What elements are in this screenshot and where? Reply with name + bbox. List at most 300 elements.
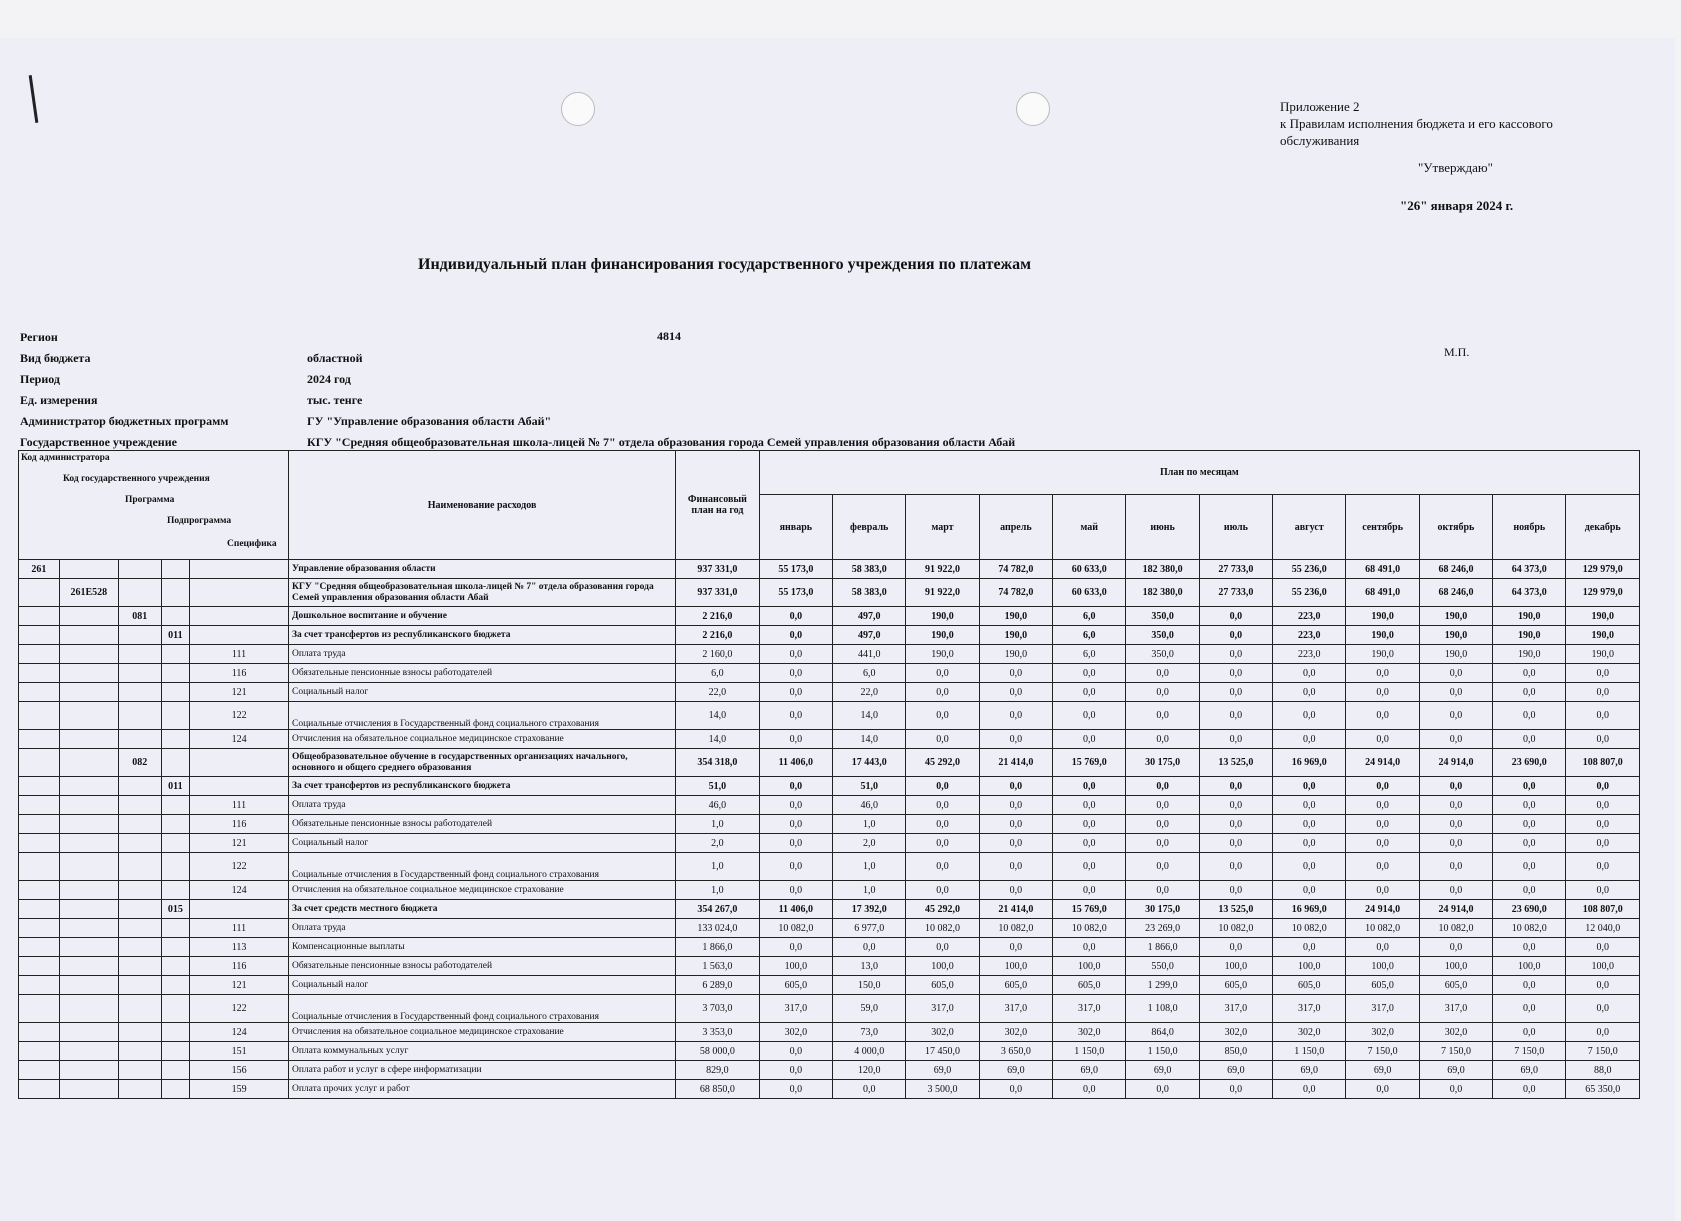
meta-block bbox=[20, 327, 1015, 453]
subprogram-code bbox=[161, 881, 190, 900]
month-amount: 190,0 bbox=[1346, 607, 1419, 626]
admin-code bbox=[19, 796, 60, 815]
month-amount: 0,0 bbox=[1053, 815, 1126, 834]
institution-code bbox=[59, 626, 118, 645]
institution-code: 261E528 bbox=[59, 579, 118, 607]
admin-code bbox=[19, 626, 60, 645]
meta-label: Ед. измерения bbox=[20, 393, 98, 407]
month-header: апрель bbox=[979, 495, 1052, 560]
annual-amount: 1 563,0 bbox=[676, 957, 760, 976]
month-amount: 0,0 bbox=[1053, 664, 1126, 683]
month-amount: 317,0 bbox=[1199, 995, 1272, 1023]
month-amount: 182 380,0 bbox=[1126, 579, 1199, 607]
subprogram-code bbox=[161, 1023, 190, 1042]
month-amount: 7 150,0 bbox=[1419, 1042, 1492, 1061]
expense-name: Оплата труда bbox=[289, 919, 676, 938]
month-amount: 0,0 bbox=[1419, 815, 1492, 834]
punch-hole-left bbox=[561, 92, 595, 126]
table-row bbox=[19, 1061, 1640, 1080]
month-amount: 605,0 bbox=[1273, 976, 1346, 995]
program-code: 081 bbox=[118, 607, 161, 626]
month-amount: 0,0 bbox=[1419, 730, 1492, 749]
month-amount: 7 150,0 bbox=[1493, 1042, 1566, 1061]
month-amount: 0,0 bbox=[979, 938, 1052, 957]
table-row bbox=[19, 853, 1640, 881]
meta-value: ГУ "Управление образования области Абай" bbox=[307, 414, 552, 428]
month-amount: 0,0 bbox=[1199, 834, 1272, 853]
month-amount: 317,0 bbox=[906, 995, 979, 1023]
meta-row bbox=[20, 369, 1015, 390]
admin-code bbox=[19, 938, 60, 957]
month-amount: 223,0 bbox=[1273, 645, 1346, 664]
month-header: июнь bbox=[1126, 495, 1199, 560]
institution-code bbox=[59, 1061, 118, 1080]
program-code bbox=[118, 853, 161, 881]
month-amount: 0,0 bbox=[1126, 1080, 1199, 1099]
month-amount: 6 977,0 bbox=[833, 919, 906, 938]
month-amount: 0,0 bbox=[1199, 664, 1272, 683]
month-amount: 150,0 bbox=[833, 976, 906, 995]
month-amount: 0,0 bbox=[979, 683, 1052, 702]
month-amount: 0,0 bbox=[1199, 683, 1272, 702]
month-amount: 0,0 bbox=[759, 853, 832, 881]
admin-code bbox=[19, 900, 60, 919]
annual-amount: 354 318,0 bbox=[676, 749, 760, 777]
subprogram-code bbox=[161, 683, 190, 702]
punch-hole-right bbox=[1016, 92, 1050, 126]
month-amount: 6,0 bbox=[833, 664, 906, 683]
month-amount: 0,0 bbox=[1493, 995, 1566, 1023]
month-amount: 0,0 bbox=[1346, 664, 1419, 683]
month-amount: 0,0 bbox=[906, 730, 979, 749]
institution-code bbox=[59, 683, 118, 702]
month-amount: 64 373,0 bbox=[1493, 560, 1566, 579]
month-amount: 4 000,0 bbox=[833, 1042, 906, 1061]
admin-code bbox=[19, 919, 60, 938]
subprogram-code bbox=[161, 730, 190, 749]
specifics-code: 116 bbox=[190, 815, 289, 834]
plan-header: План по месяцам bbox=[759, 451, 1639, 495]
subprogram-code bbox=[161, 976, 190, 995]
month-amount: 60 633,0 bbox=[1053, 560, 1126, 579]
month-amount: 100,0 bbox=[906, 957, 979, 976]
month-amount: 0,0 bbox=[1346, 1080, 1419, 1099]
month-amount: 223,0 bbox=[1273, 626, 1346, 645]
admin-code bbox=[19, 1023, 60, 1042]
subprogram-code bbox=[161, 664, 190, 683]
document-title: Индивидуальный план финансирования государственного учреждения по платежам bbox=[418, 256, 1032, 273]
admin-code bbox=[19, 664, 60, 683]
month-amount: 0,0 bbox=[979, 834, 1052, 853]
month-amount: 190,0 bbox=[979, 626, 1052, 645]
admin-code bbox=[19, 976, 60, 995]
month-amount: 0,0 bbox=[1419, 834, 1492, 853]
month-amount: 7 150,0 bbox=[1566, 1042, 1640, 1061]
subprogram-code bbox=[161, 749, 190, 777]
month-amount: 0,0 bbox=[759, 881, 832, 900]
month-amount: 0,0 bbox=[833, 1080, 906, 1099]
table-row bbox=[19, 777, 1640, 796]
month-amount: 0,0 bbox=[1493, 938, 1566, 957]
specifics-code bbox=[190, 900, 289, 919]
month-amount: 129 979,0 bbox=[1566, 579, 1640, 607]
annual-amount: 14,0 bbox=[676, 702, 760, 730]
expense-name: Компенсационные выплаты bbox=[289, 938, 676, 957]
month-amount: 0,0 bbox=[1419, 1080, 1492, 1099]
expense-name: Управление образования области bbox=[289, 560, 676, 579]
month-amount: 190,0 bbox=[979, 607, 1052, 626]
month-header: январь bbox=[759, 495, 832, 560]
month-amount: 1,0 bbox=[833, 853, 906, 881]
month-amount: 317,0 bbox=[1346, 995, 1419, 1023]
annual-amount: 68 850,0 bbox=[676, 1080, 760, 1099]
month-amount: 3 500,0 bbox=[906, 1080, 979, 1099]
institution-code bbox=[59, 919, 118, 938]
month-amount: 0,0 bbox=[1273, 730, 1346, 749]
table-row bbox=[19, 560, 1640, 579]
month-amount: 12 040,0 bbox=[1566, 919, 1640, 938]
program-code bbox=[118, 560, 161, 579]
month-amount: 0,0 bbox=[1199, 702, 1272, 730]
program-code bbox=[118, 919, 161, 938]
month-header: август bbox=[1273, 495, 1346, 560]
month-amount: 100,0 bbox=[1419, 957, 1492, 976]
month-amount: 0,0 bbox=[979, 853, 1052, 881]
table-row bbox=[19, 1023, 1640, 1042]
month-amount: 69,0 bbox=[979, 1061, 1052, 1080]
month-amount: 10 082,0 bbox=[906, 919, 979, 938]
month-amount: 190,0 bbox=[1346, 645, 1419, 664]
expense-name: КГУ "Средняя общеобразовательная школа-лицей № 7" отдела образования города Семей управления образования области Абай bbox=[289, 579, 676, 607]
month-amount: 17 450,0 bbox=[906, 1042, 979, 1061]
month-amount: 0,0 bbox=[1053, 834, 1126, 853]
specifics-code: 111 bbox=[190, 796, 289, 815]
admin-code bbox=[19, 607, 60, 626]
month-amount: 64 373,0 bbox=[1493, 579, 1566, 607]
month-amount: 317,0 bbox=[759, 995, 832, 1023]
month-amount: 0,0 bbox=[759, 1042, 832, 1061]
month-amount: 0,0 bbox=[1273, 683, 1346, 702]
specifics-code: 116 bbox=[190, 664, 289, 683]
month-amount: 0,0 bbox=[1053, 1080, 1126, 1099]
month-amount: 0,0 bbox=[759, 702, 832, 730]
month-amount: 497,0 bbox=[833, 626, 906, 645]
stamp-place-label: М.П. bbox=[1444, 345, 1470, 359]
month-amount: 21 414,0 bbox=[979, 749, 1052, 777]
month-amount: 190,0 bbox=[1566, 626, 1640, 645]
program-code bbox=[118, 900, 161, 919]
expense-name: За счет средств местного бюджета bbox=[289, 900, 676, 919]
month-amount: 0,0 bbox=[1346, 853, 1419, 881]
month-amount: 10 082,0 bbox=[1419, 919, 1492, 938]
institution-code bbox=[59, 976, 118, 995]
annual-amount: 937 331,0 bbox=[676, 579, 760, 607]
month-amount: 0,0 bbox=[979, 881, 1052, 900]
month-amount: 108 807,0 bbox=[1566, 749, 1640, 777]
month-amount: 350,0 bbox=[1126, 645, 1199, 664]
month-amount: 0,0 bbox=[1053, 938, 1126, 957]
program-code bbox=[118, 796, 161, 815]
annual-amount: 937 331,0 bbox=[676, 560, 760, 579]
month-amount: 223,0 bbox=[1273, 607, 1346, 626]
month-amount: 108 807,0 bbox=[1566, 900, 1640, 919]
month-amount: 0,0 bbox=[979, 777, 1052, 796]
month-amount: 317,0 bbox=[1053, 995, 1126, 1023]
month-amount: 302,0 bbox=[979, 1023, 1052, 1042]
month-amount: 605,0 bbox=[1346, 976, 1419, 995]
admin-code bbox=[19, 1080, 60, 1099]
annual-amount: 3 703,0 bbox=[676, 995, 760, 1023]
program-code bbox=[118, 645, 161, 664]
month-amount: 317,0 bbox=[1273, 995, 1346, 1023]
month-amount: 68 246,0 bbox=[1419, 560, 1492, 579]
table-row bbox=[19, 730, 1640, 749]
table-row bbox=[19, 976, 1640, 995]
month-amount: 0,0 bbox=[1273, 1080, 1346, 1099]
specifics-code: 122 bbox=[190, 853, 289, 881]
month-amount: 302,0 bbox=[759, 1023, 832, 1042]
month-header: февраль bbox=[833, 495, 906, 560]
admin-code bbox=[19, 579, 60, 607]
month-amount: 0,0 bbox=[1053, 853, 1126, 881]
meta-row bbox=[20, 390, 1015, 411]
expense-name: Социальные отчисления в Государственный фонд социального страхования bbox=[289, 702, 676, 730]
month-amount: 1,0 bbox=[833, 815, 906, 834]
institution-code bbox=[59, 1023, 118, 1042]
month-amount: 0,0 bbox=[1419, 938, 1492, 957]
annual-amount: 6 289,0 bbox=[676, 976, 760, 995]
month-amount: 14,0 bbox=[833, 702, 906, 730]
month-amount: 1 299,0 bbox=[1126, 976, 1199, 995]
month-amount: 2,0 bbox=[833, 834, 906, 853]
institution-code bbox=[59, 1080, 118, 1099]
month-amount: 0,0 bbox=[906, 853, 979, 881]
month-amount: 441,0 bbox=[833, 645, 906, 664]
annual-amount: 2 160,0 bbox=[676, 645, 760, 664]
month-amount: 24 914,0 bbox=[1346, 900, 1419, 919]
month-amount: 190,0 bbox=[906, 626, 979, 645]
month-amount: 0,0 bbox=[1346, 834, 1419, 853]
approve-label: "Утверждаю" bbox=[1418, 160, 1493, 175]
month-amount: 182 380,0 bbox=[1126, 560, 1199, 579]
month-amount: 0,0 bbox=[1346, 702, 1419, 730]
expense-name: Отчисления на обязательное социальное медицинское страхование bbox=[289, 1023, 676, 1042]
month-amount: 17 392,0 bbox=[833, 900, 906, 919]
meta-row bbox=[20, 348, 1015, 369]
month-amount: 100,0 bbox=[1199, 957, 1272, 976]
month-amount: 0,0 bbox=[1493, 702, 1566, 730]
annual-amount: 3 353,0 bbox=[676, 1023, 760, 1042]
month-amount: 0,0 bbox=[1346, 881, 1419, 900]
month-amount: 605,0 bbox=[1199, 976, 1272, 995]
month-amount: 0,0 bbox=[1199, 777, 1272, 796]
meta-value: областной bbox=[307, 351, 363, 365]
admin-code bbox=[19, 957, 60, 976]
admin-code bbox=[19, 853, 60, 881]
month-amount: 0,0 bbox=[1493, 796, 1566, 815]
month-amount: 190,0 bbox=[1346, 626, 1419, 645]
month-amount: 10 082,0 bbox=[1199, 919, 1272, 938]
month-amount: 190,0 bbox=[1566, 645, 1640, 664]
month-amount: 58 383,0 bbox=[833, 579, 906, 607]
month-amount: 0,0 bbox=[833, 938, 906, 957]
month-amount: 0,0 bbox=[1419, 853, 1492, 881]
meta-row bbox=[20, 411, 1015, 432]
month-amount: 0,0 bbox=[1126, 853, 1199, 881]
institution-code bbox=[59, 957, 118, 976]
expense-name: За счет трансфертов из республиканского бюджета bbox=[289, 626, 676, 645]
month-amount: 0,0 bbox=[1566, 815, 1640, 834]
month-amount: 1 108,0 bbox=[1126, 995, 1199, 1023]
month-amount: 0,0 bbox=[759, 607, 832, 626]
month-amount: 68 246,0 bbox=[1419, 579, 1492, 607]
month-amount: 0,0 bbox=[1419, 881, 1492, 900]
month-amount: 0,0 bbox=[979, 1080, 1052, 1099]
month-amount: 0,0 bbox=[906, 881, 979, 900]
program-code bbox=[118, 995, 161, 1023]
table-row bbox=[19, 626, 1640, 645]
month-amount: 0,0 bbox=[1199, 853, 1272, 881]
month-amount: 69,0 bbox=[1273, 1061, 1346, 1080]
month-amount: 30 175,0 bbox=[1126, 900, 1199, 919]
meta-row bbox=[20, 327, 1015, 348]
month-amount: 0,0 bbox=[1126, 777, 1199, 796]
month-amount: 317,0 bbox=[979, 995, 1052, 1023]
institution-code bbox=[59, 702, 118, 730]
month-amount: 0,0 bbox=[1273, 796, 1346, 815]
month-amount: 0,0 bbox=[759, 815, 832, 834]
institution-code bbox=[59, 834, 118, 853]
admin-code bbox=[19, 777, 60, 796]
month-amount: 69,0 bbox=[1126, 1061, 1199, 1080]
month-amount: 0,0 bbox=[1346, 730, 1419, 749]
month-amount: 550,0 bbox=[1126, 957, 1199, 976]
subprogram-code: 011 bbox=[161, 777, 190, 796]
meta-value: тыс. тенге bbox=[307, 393, 363, 407]
institution-code bbox=[59, 938, 118, 957]
month-amount: 317,0 bbox=[1419, 995, 1492, 1023]
month-amount: 0,0 bbox=[1273, 702, 1346, 730]
specifics-code: 122 bbox=[190, 702, 289, 730]
month-amount: 0,0 bbox=[1566, 834, 1640, 853]
program-code bbox=[118, 683, 161, 702]
month-amount: 0,0 bbox=[979, 730, 1052, 749]
program-code bbox=[118, 957, 161, 976]
code-header-program: Программа bbox=[125, 495, 175, 505]
name-header: Наименование расходов bbox=[289, 451, 676, 560]
month-amount: 0,0 bbox=[1493, 1080, 1566, 1099]
month-amount: 0,0 bbox=[1053, 777, 1126, 796]
subprogram-code bbox=[161, 607, 190, 626]
code-header-admin: Код администратора bbox=[21, 453, 110, 463]
admin-code bbox=[19, 881, 60, 900]
month-amount: 605,0 bbox=[1419, 976, 1492, 995]
month-amount: 100,0 bbox=[1493, 957, 1566, 976]
month-amount: 100,0 bbox=[1346, 957, 1419, 976]
month-amount: 16 969,0 bbox=[1273, 749, 1346, 777]
month-amount: 0,0 bbox=[759, 1061, 832, 1080]
subprogram-code bbox=[161, 1080, 190, 1099]
month-amount: 0,0 bbox=[1419, 702, 1492, 730]
month-amount: 0,0 bbox=[1273, 664, 1346, 683]
table-row bbox=[19, 1080, 1640, 1099]
month-amount: 302,0 bbox=[1053, 1023, 1126, 1042]
expense-name: Обязательные пенсионные взносы работодателей bbox=[289, 957, 676, 976]
month-amount: 10 082,0 bbox=[979, 919, 1052, 938]
specifics-code: 121 bbox=[190, 683, 289, 702]
subprogram-code bbox=[161, 1061, 190, 1080]
month-amount: 0,0 bbox=[1346, 796, 1419, 815]
month-amount: 0,0 bbox=[1419, 777, 1492, 796]
month-amount: 0,0 bbox=[1126, 664, 1199, 683]
month-amount: 10 082,0 bbox=[1273, 919, 1346, 938]
month-header: март bbox=[906, 495, 979, 560]
month-amount: 190,0 bbox=[906, 645, 979, 664]
subprogram-code bbox=[161, 938, 190, 957]
month-amount: 45 292,0 bbox=[906, 749, 979, 777]
expense-name: Оплата труда bbox=[289, 796, 676, 815]
month-amount: 13 525,0 bbox=[1199, 900, 1272, 919]
month-amount: 69,0 bbox=[1053, 1061, 1126, 1080]
subprogram-code bbox=[161, 853, 190, 881]
month-amount: 15 769,0 bbox=[1053, 749, 1126, 777]
month-amount: 24 914,0 bbox=[1419, 749, 1492, 777]
month-amount: 10 082,0 bbox=[1053, 919, 1126, 938]
program-code bbox=[118, 1023, 161, 1042]
month-amount: 0,0 bbox=[1273, 938, 1346, 957]
admin-code bbox=[19, 995, 60, 1023]
program-code bbox=[118, 976, 161, 995]
month-amount: 0,0 bbox=[1199, 815, 1272, 834]
appendix-line-2: к Правилам исполнения бюджета и его кассового обслуживания bbox=[1280, 116, 1553, 148]
specifics-code: 159 bbox=[190, 1080, 289, 1099]
specifics-code bbox=[190, 777, 289, 796]
month-amount: 69,0 bbox=[1419, 1061, 1492, 1080]
admin-code: 261 bbox=[19, 560, 60, 579]
subprogram-code bbox=[161, 1042, 190, 1061]
month-amount: 6,0 bbox=[1053, 607, 1126, 626]
month-amount: 0,0 bbox=[1566, 1023, 1640, 1042]
annual-amount: 2 216,0 bbox=[676, 607, 760, 626]
month-amount: 55 236,0 bbox=[1273, 579, 1346, 607]
month-amount: 0,0 bbox=[1346, 938, 1419, 957]
institution-code bbox=[59, 900, 118, 919]
month-amount: 0,0 bbox=[979, 664, 1052, 683]
month-amount: 605,0 bbox=[1053, 976, 1126, 995]
program-code bbox=[118, 664, 161, 683]
month-amount: 0,0 bbox=[1199, 796, 1272, 815]
expense-name: Социальные отчисления в Государственный фонд социального страхования bbox=[289, 995, 676, 1023]
expense-name: Отчисления на обязательное социальное медицинское страхование bbox=[289, 881, 676, 900]
month-amount: 69,0 bbox=[1346, 1061, 1419, 1080]
table-row bbox=[19, 607, 1640, 626]
table-row bbox=[19, 938, 1640, 957]
month-amount: 23 690,0 bbox=[1493, 900, 1566, 919]
month-amount: 24 914,0 bbox=[1346, 749, 1419, 777]
month-amount: 350,0 bbox=[1126, 626, 1199, 645]
institution-code bbox=[59, 815, 118, 834]
annual-amount: 2 216,0 bbox=[676, 626, 760, 645]
month-amount: 0,0 bbox=[1199, 1080, 1272, 1099]
month-amount: 0,0 bbox=[759, 1080, 832, 1099]
month-amount: 30 175,0 bbox=[1126, 749, 1199, 777]
table-row bbox=[19, 919, 1640, 938]
month-amount: 0,0 bbox=[1493, 664, 1566, 683]
month-amount: 0,0 bbox=[1566, 683, 1640, 702]
annual-amount: 22,0 bbox=[676, 683, 760, 702]
annual-amount: 6,0 bbox=[676, 664, 760, 683]
expense-name: Оплата работ и услуг в сфере информатизации bbox=[289, 1061, 676, 1080]
